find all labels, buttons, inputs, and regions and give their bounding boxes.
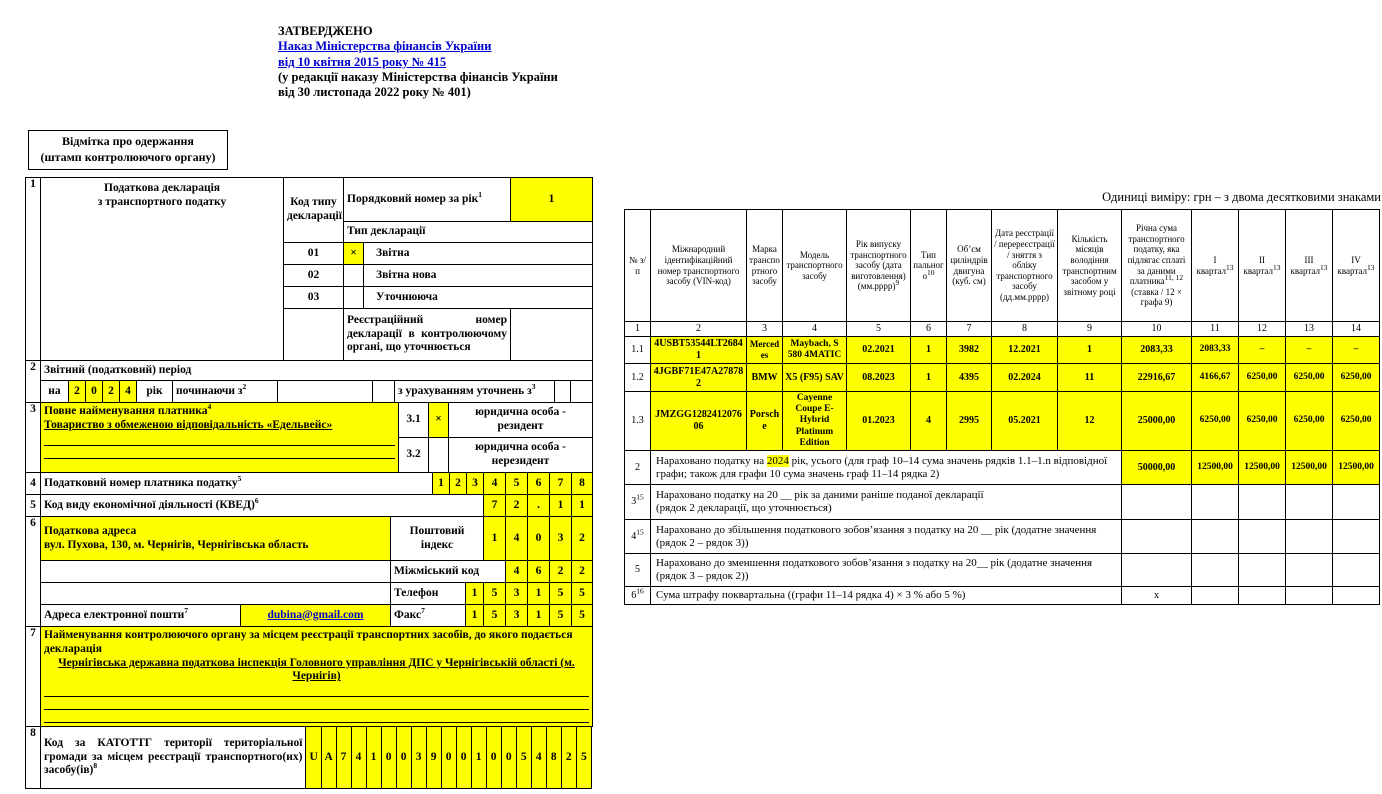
- summary-6-q2[interactable]: [1239, 587, 1286, 605]
- colnum-10: 10: [1122, 322, 1192, 337]
- postal-digit-1[interactable]: 1: [484, 517, 506, 561]
- vehicle-2-q4[interactable]: 6250,00: [1333, 364, 1380, 392]
- vehicle-1-q2[interactable]: –: [1239, 337, 1286, 364]
- type-code-empty-cell: [284, 309, 344, 361]
- type-03-code: 03: [284, 287, 344, 309]
- vehicle-1-annual[interactable]: 2083,33: [1122, 337, 1192, 364]
- address-extra-row-1: [41, 561, 391, 583]
- katottg-cell-4[interactable]: 4: [351, 727, 366, 789]
- katottg-cell-17[interactable]: 8: [546, 727, 561, 789]
- vehicle-2-q3[interactable]: 6250,00: [1286, 364, 1333, 392]
- summary-4-label: Нараховано до збільшення податкового зобов’язання з податку на 20 __ рік (додатне значення (рядок 2 – рядок 3)): [651, 520, 1122, 554]
- controlling-authority-field[interactable]: [41, 627, 593, 727]
- phone-digit-5[interactable]: 5: [550, 583, 572, 605]
- edition-line1: (у редакції наказу Міністерства фінансів України: [278, 69, 558, 84]
- section6-number: 6: [26, 517, 41, 627]
- approved-label: ЗАТВЕРДЖЕНО: [278, 24, 373, 38]
- summary-2-q4[interactable]: 12500,00: [1333, 451, 1380, 485]
- vehicle-1-q3[interactable]: –: [1286, 337, 1333, 364]
- vehicle-1-regdate[interactable]: 12.2021: [992, 337, 1058, 364]
- katottg-cell-10[interactable]: 0: [441, 727, 456, 789]
- colnum-11: 11: [1192, 322, 1239, 337]
- address-extra-row-2: [41, 583, 391, 605]
- vehicle-1-cc[interactable]: 3982: [947, 337, 992, 364]
- vehicle-3-fuel[interactable]: 4: [911, 392, 947, 451]
- col-header-year: Рік випуску транспортного засобу (дата виготовлення) (мм.рррр)$^9$: [847, 210, 911, 322]
- intercity-digit-4[interactable]: 2: [572, 561, 593, 583]
- vehicle-row-3: [625, 392, 1380, 451]
- katottg-label: Код за КАТОТТГ території територіальної громади за місцем реєстрації транспортного(их) засобу(ів)$^8$: [41, 727, 306, 789]
- rik-label: рік: [137, 381, 173, 403]
- vehicle-2-model[interactable]: X5 (F95) SAV: [783, 364, 847, 392]
- vehicle-1-q4[interactable]: –: [1333, 337, 1380, 364]
- summary-2-num: 2: [625, 451, 651, 485]
- nonresident-checkbox[interactable]: [429, 438, 449, 473]
- katottg-cell-7[interactable]: 0: [396, 727, 411, 789]
- fax-digit-4[interactable]: 1: [528, 605, 550, 627]
- katottg-cell-11[interactable]: 0: [456, 727, 471, 789]
- summary-3-num: $3^{15}$: [625, 485, 651, 520]
- receipt-stamp-box: [28, 130, 228, 170]
- colnum-9: 9: [1058, 322, 1122, 337]
- katottg-cell-6[interactable]: 0: [381, 727, 396, 789]
- vehicle-2-regdate[interactable]: 02.2024: [992, 364, 1058, 392]
- declaration-form: [25, 178, 592, 789]
- reg-number-value[interactable]: [511, 309, 593, 361]
- tax-number-digit-5[interactable]: 5: [506, 473, 528, 495]
- summary-4-q4[interactable]: [1333, 520, 1380, 554]
- summary-4-q1[interactable]: [1192, 520, 1239, 554]
- katottg-cell-8[interactable]: 3: [411, 727, 426, 789]
- reporting-period-label: Звітний (податковий) період: [41, 361, 593, 381]
- year-digit-3[interactable]: 2: [103, 381, 120, 403]
- tax-number-digit-4[interactable]: 4: [484, 473, 506, 495]
- adjustments-value2[interactable]: [571, 381, 593, 403]
- colnum-14: 14: [1333, 322, 1380, 337]
- fax-digit-2[interactable]: 5: [484, 605, 506, 627]
- section7-table: [25, 626, 593, 727]
- summary-2-q3[interactable]: 12500,00: [1286, 451, 1333, 485]
- summary-3-annual[interactable]: [1122, 485, 1192, 520]
- katottg-cell-12[interactable]: 1: [471, 727, 486, 789]
- katottg-cell-9[interactable]: 9: [426, 727, 441, 789]
- section4-5-table: [25, 472, 593, 517]
- vehicle-1-model[interactable]: Maybach, S 580 4MATIC: [783, 337, 847, 364]
- tax-number-digit-1[interactable]: 1: [433, 473, 450, 495]
- section5-number: 5: [26, 495, 41, 517]
- adjustments-value[interactable]: [555, 381, 571, 403]
- starting-from-value[interactable]: [278, 381, 373, 403]
- payer-name-blank-line-2: [44, 446, 395, 459]
- units-note: Одиниці виміру: грн – з двома десятковими знаками: [1102, 190, 1381, 204]
- resident-label: юридична особа - резидент: [449, 403, 593, 438]
- tax-number-label: Податковий номер платника податку$^5$: [41, 473, 433, 495]
- summary-5-q1[interactable]: [1192, 554, 1239, 587]
- vehicle-2-annual[interactable]: 22916,67: [1122, 364, 1192, 392]
- vehicle-row-1: [625, 337, 1380, 364]
- vehicle-2-cc[interactable]: 4395: [947, 364, 992, 392]
- vehicle-row-2: [625, 364, 1380, 392]
- type-01-code: 01: [284, 243, 344, 265]
- payer-name-field[interactable]: [41, 403, 399, 473]
- colnum-6: 6: [911, 322, 947, 337]
- fax-digit-5[interactable]: 5: [550, 605, 572, 627]
- section1-number: 1: [26, 178, 41, 361]
- section4-number: 4: [26, 473, 41, 495]
- postal-digit-3[interactable]: 0: [528, 517, 550, 561]
- summary-4-q2[interactable]: [1239, 520, 1286, 554]
- summary-5-num: 5: [625, 554, 651, 587]
- vehicle-1-year[interactable]: 02.2021: [847, 337, 911, 364]
- katottg-cell-5[interactable]: 1: [366, 727, 381, 789]
- type-03-checkbox[interactable]: [344, 287, 364, 309]
- type-02-checkbox[interactable]: [344, 265, 364, 287]
- type-02-label: Звітна нова: [364, 265, 593, 287]
- intercity-digit-3[interactable]: 2: [550, 561, 572, 583]
- kved-label: Код виду економічної діяльності (КВЕД)$^6$: [41, 495, 484, 517]
- vehicle-3-q3[interactable]: 6250,00: [1286, 392, 1333, 451]
- summary-5-q3[interactable]: [1286, 554, 1333, 587]
- phone-label: Телефон: [391, 583, 466, 605]
- email-value[interactable]: dubina@gmail.com: [241, 605, 391, 627]
- col-header-make: Марка транспортного засобу: [747, 210, 783, 322]
- summary-row-3: [625, 485, 1380, 520]
- summary-4-num: $4^{15}$: [625, 520, 651, 554]
- col-header-q3: III квартал$^{13}$: [1286, 210, 1333, 322]
- colnum-3: 3: [747, 322, 783, 337]
- summary-row-4: [625, 520, 1380, 554]
- intercity-digit-1[interactable]: 4: [506, 561, 528, 583]
- vehicle-1-num: 1.1: [625, 337, 651, 364]
- p31-code: 3.1: [399, 403, 429, 438]
- vehicle-3-num: 1.3: [625, 392, 651, 451]
- summary-6-num: $6^{16}$: [625, 587, 651, 605]
- postal-digit-2[interactable]: 4: [506, 517, 528, 561]
- summary-4-q3[interactable]: [1286, 520, 1333, 554]
- fax-digit-6[interactable]: 5: [572, 605, 593, 627]
- col-header-annual: Річна сума транспортного податку, яка підлягає сплаті за даними платника$^{11, 12}$ (ставка / 12 × графа 9): [1122, 210, 1192, 322]
- katottg-cell-15[interactable]: 5: [516, 727, 531, 789]
- katottg-cell-14[interactable]: 0: [501, 727, 516, 789]
- section3-table: [25, 402, 593, 473]
- vehicle-3-year[interactable]: 01.2023: [847, 392, 911, 451]
- phone-digit-3[interactable]: 3: [506, 583, 528, 605]
- vehicle-2-make[interactable]: BMW: [747, 364, 783, 392]
- summary-row-5: [625, 554, 1380, 587]
- adjustments-label: з урахуванням уточнень $з^3$: [395, 381, 555, 403]
- controlling-authority-label: Найменування контролюючого органу за місцем реєстрації транспортних засобів, до якого подається декларація: [44, 629, 573, 655]
- section3-number: 3: [26, 403, 41, 473]
- summary-4-annual[interactable]: [1122, 520, 1192, 554]
- decl-type-code-header: Код типу декларації: [284, 178, 344, 243]
- na-label: на: [41, 381, 69, 403]
- summary-row-6: [625, 587, 1380, 605]
- summary-6-q4[interactable]: [1333, 587, 1380, 605]
- colnum-2: 2: [651, 322, 747, 337]
- authority-blank-line-1: [44, 684, 589, 697]
- katottg-cell-1[interactable]: U: [306, 727, 321, 789]
- calculation-table-block: [624, 190, 1381, 605]
- col-header-num: № з/п: [625, 210, 651, 322]
- col-header-q1: I квартал$^{13}$: [1192, 210, 1239, 322]
- vehicle-2-num: 1.2: [625, 364, 651, 392]
- summary-6-annual: x: [1122, 587, 1192, 605]
- phone-digit-1[interactable]: 1: [466, 583, 484, 605]
- vehicle-2-q2[interactable]: 6250,00: [1239, 364, 1286, 392]
- vehicle-2-months[interactable]: 11: [1058, 364, 1122, 392]
- vehicle-3-model[interactable]: Cayenne Coupe E-Hybrid Platinum Edition: [783, 392, 847, 451]
- intercity-digit-2[interactable]: 6: [528, 561, 550, 583]
- serial-number-value[interactable]: 1: [511, 178, 593, 222]
- col-header-months: Кількість місяців володіння транспортним засобом у звітному році: [1058, 210, 1122, 322]
- col-header-regdate: Дата реєстрації / перереєстрації / зняття з обліку транспортного засобу (дд.мм.рррр): [992, 210, 1058, 322]
- summary-5-q2[interactable]: [1239, 554, 1286, 587]
- postal-digit-5[interactable]: 2: [572, 517, 593, 561]
- vehicle-3-vin[interactable]: JMZGG128241207606: [651, 392, 747, 451]
- starting-from-value2[interactable]: [373, 381, 395, 403]
- kved-digit-5[interactable]: 1: [572, 495, 593, 517]
- summary-3-q3[interactable]: [1286, 485, 1333, 520]
- vehicle-2-fuel[interactable]: 1: [911, 364, 947, 392]
- summary-2-q1[interactable]: 12500,00: [1192, 451, 1239, 485]
- vehicle-1-months[interactable]: 1: [1058, 337, 1122, 364]
- section2-number: 2: [26, 361, 41, 403]
- vehicle-3-months[interactable]: 12: [1058, 392, 1122, 451]
- approval-block: [278, 24, 578, 100]
- colnum-7: 7: [947, 322, 992, 337]
- payer-name-value: Товариство з обмеженою відповідальність «Едельвейс»: [44, 418, 333, 431]
- tax-number-digit-2[interactable]: 2: [450, 473, 467, 495]
- katottg-cell-18[interactable]: 2: [561, 727, 576, 789]
- order-link-line1[interactable]: Наказ Міністерства фінансів України: [278, 39, 492, 54]
- controlling-authority-value: Чернігівська державна податкова інспекція Головного управління ДПС у Чернігівській області (м. Чернігів): [58, 656, 575, 683]
- colnum-4: 4: [783, 322, 847, 337]
- tax-number-digit-6[interactable]: 6: [528, 473, 550, 495]
- vehicle-1-vin[interactable]: 4USBT53544LT26841: [651, 337, 747, 364]
- col-header-cc: Об’єм циліндрів двигуна (куб. см): [947, 210, 992, 322]
- summary-3-q1[interactable]: [1192, 485, 1239, 520]
- type-02-code: 02: [284, 265, 344, 287]
- phone-digit-6[interactable]: 5: [572, 583, 593, 605]
- order-link-line2[interactable]: від 10 квітня 2015 року № 415: [278, 54, 447, 69]
- authority-blank-line-3: [44, 710, 589, 723]
- katottg-cell-13[interactable]: 0: [486, 727, 501, 789]
- intercity-code-label: Міжміський код: [391, 561, 506, 583]
- colnum-12: 12: [1239, 322, 1286, 337]
- nonresident-label: юридична особа - нерезидент: [449, 438, 593, 473]
- declaration-title: Податкова декларація з транспортного податку: [41, 178, 284, 361]
- type-01-checkbox[interactable]: ×: [344, 243, 364, 265]
- edition-line2: від 30 листопада 2022 року № 401): [278, 85, 471, 99]
- vehicle-2-q1[interactable]: 4166,67: [1192, 364, 1239, 392]
- vehicle-1-fuel[interactable]: 1: [911, 337, 947, 364]
- colnum-13: 13: [1286, 322, 1333, 337]
- reg-number-label: Реєстраційний номер декларації в контролюючому органі, що уточнюється: [344, 309, 511, 361]
- col-header-q2: II квартал$^{13}$: [1239, 210, 1286, 322]
- section8-table: [25, 726, 592, 789]
- katottg-cell-2[interactable]: A: [321, 727, 336, 789]
- serial-number-label: Порядковий номер за рік$^1$: [344, 178, 511, 222]
- section6-table: [25, 516, 593, 627]
- tax-number-digit-8[interactable]: 8: [572, 473, 593, 495]
- summary-5-annual[interactable]: [1122, 554, 1192, 587]
- summary-5-q4[interactable]: [1333, 554, 1380, 587]
- kved-digit-4[interactable]: 1: [550, 495, 572, 517]
- katottg-cell-16[interactable]: 4: [531, 727, 546, 789]
- postal-digit-4[interactable]: 3: [550, 517, 572, 561]
- type-01-label: Звітна: [364, 243, 593, 265]
- section7-number: 7: [26, 627, 41, 727]
- vehicle-2-year[interactable]: 08.2023: [847, 364, 911, 392]
- resident-checkbox[interactable]: ×: [429, 403, 449, 438]
- vehicle-2-vin[interactable]: 4JGBF71E47A278782: [651, 364, 747, 392]
- summary-3-label: Нараховано податку на 20 __ рік за даними раніше поданої декларації (рядок 2 декларації, що уточнюється): [651, 485, 1122, 520]
- stamp-line1: Відмітка про одержання: [62, 134, 194, 149]
- payer-name-label: Повне найменування платника$^4$: [44, 402, 212, 417]
- col-header-fuel: Тип пального$^{10}$: [911, 210, 947, 322]
- summary-row-2: [625, 451, 1380, 485]
- vehicle-3-regdate[interactable]: 05.2021: [992, 392, 1058, 451]
- vehicle-3-annual[interactable]: 25000,00: [1122, 392, 1192, 451]
- vehicles-table: [624, 209, 1380, 605]
- summary-6-q1[interactable]: [1192, 587, 1239, 605]
- colnum-8: 8: [992, 322, 1058, 337]
- fax-digit-3[interactable]: 3: [506, 605, 528, 627]
- kved-digit-2[interactable]: 2: [506, 495, 528, 517]
- tax-number-digit-7[interactable]: 7: [550, 473, 572, 495]
- year-digit-2[interactable]: 0: [86, 381, 103, 403]
- fax-label: Факс$^7$: [391, 605, 466, 627]
- authority-blank-line-2: [44, 697, 589, 710]
- decl-type-label: Тип декларації: [344, 222, 593, 243]
- vehicle-1-make[interactable]: Mercedes: [747, 337, 783, 364]
- vehicle-3-q4[interactable]: 6250,00: [1333, 392, 1380, 451]
- summary-6-q3[interactable]: [1286, 587, 1333, 605]
- col-header-model: Модель транспортного засобу: [783, 210, 847, 322]
- section2-table: [25, 360, 593, 403]
- stamp-line2: (штамп контролюючого органу): [40, 150, 216, 164]
- colnum-5: 5: [847, 322, 911, 337]
- payer-name-blank-line-1: [44, 433, 395, 446]
- katottg-cell-19[interactable]: 5: [576, 727, 591, 789]
- fax-digit-1[interactable]: 1: [466, 605, 484, 627]
- vehicle-3-q1[interactable]: 6250,00: [1192, 392, 1239, 451]
- tax-address-field[interactable]: Податкова адреса вул. Пухова, 130, м. Чернігів, Чернігівська область: [41, 517, 391, 561]
- section8-number: 8: [26, 727, 41, 789]
- vehicle-1-q1[interactable]: 2083,33: [1192, 337, 1239, 364]
- vehicle-3-cc[interactable]: 2995: [947, 392, 992, 451]
- vehicle-3-q2[interactable]: 6250,00: [1239, 392, 1286, 451]
- kved-digit-3[interactable]: .: [528, 495, 550, 517]
- col-header-vin: Міжнародний ідентифікаційний номер транспортного засобу (VIN-код): [651, 210, 747, 322]
- phone-digit-2[interactable]: 5: [484, 583, 506, 605]
- summary-2-annual[interactable]: 50000,00: [1122, 451, 1192, 485]
- col-header-q4: IV квартал$^{13}$: [1333, 210, 1380, 322]
- starting-from-label: починаючи $з^2$: [173, 381, 278, 403]
- email-label: Адреса електронної пошти$^7$: [41, 605, 241, 627]
- section1-table: [25, 177, 593, 361]
- type-03-label: Уточнююча: [364, 287, 593, 309]
- year-digit-1[interactable]: 2: [69, 381, 86, 403]
- katottg-cell-3[interactable]: 7: [336, 727, 351, 789]
- kved-digit-1[interactable]: 7: [484, 495, 506, 517]
- summary-3-q2[interactable]: [1239, 485, 1286, 520]
- tax-number-digit-3[interactable]: 3: [467, 473, 484, 495]
- p32-code: 3.2: [399, 438, 429, 473]
- summary-5-label: Нараховано до зменшення податкового зобов’язання з податку на 20__ рік (додатне значення (рядок 3 – рядок 2)): [651, 554, 1122, 587]
- summary-2-q2[interactable]: 12500,00: [1239, 451, 1286, 485]
- vehicle-3-make[interactable]: Porsche: [747, 392, 783, 451]
- summary-6-label: Сума штрафу поквартальна ((графи 11–14 рядка 4) × 3 % або 5 %): [651, 587, 1122, 605]
- summary-3-q4[interactable]: [1333, 485, 1380, 520]
- year-digit-4[interactable]: 4: [120, 381, 137, 403]
- colnum-1: 1: [625, 322, 651, 337]
- summary-2-label: Нараховано податку на 2024 рік, усього (для граф 10–14 сума значень рядків 1.1–1.n відповідної графи; також для графи 10 сума значень граф 11–14 рядка 2): [651, 451, 1122, 485]
- phone-digit-4[interactable]: 1: [528, 583, 550, 605]
- postal-index-label: Поштовий індекс: [391, 517, 484, 561]
